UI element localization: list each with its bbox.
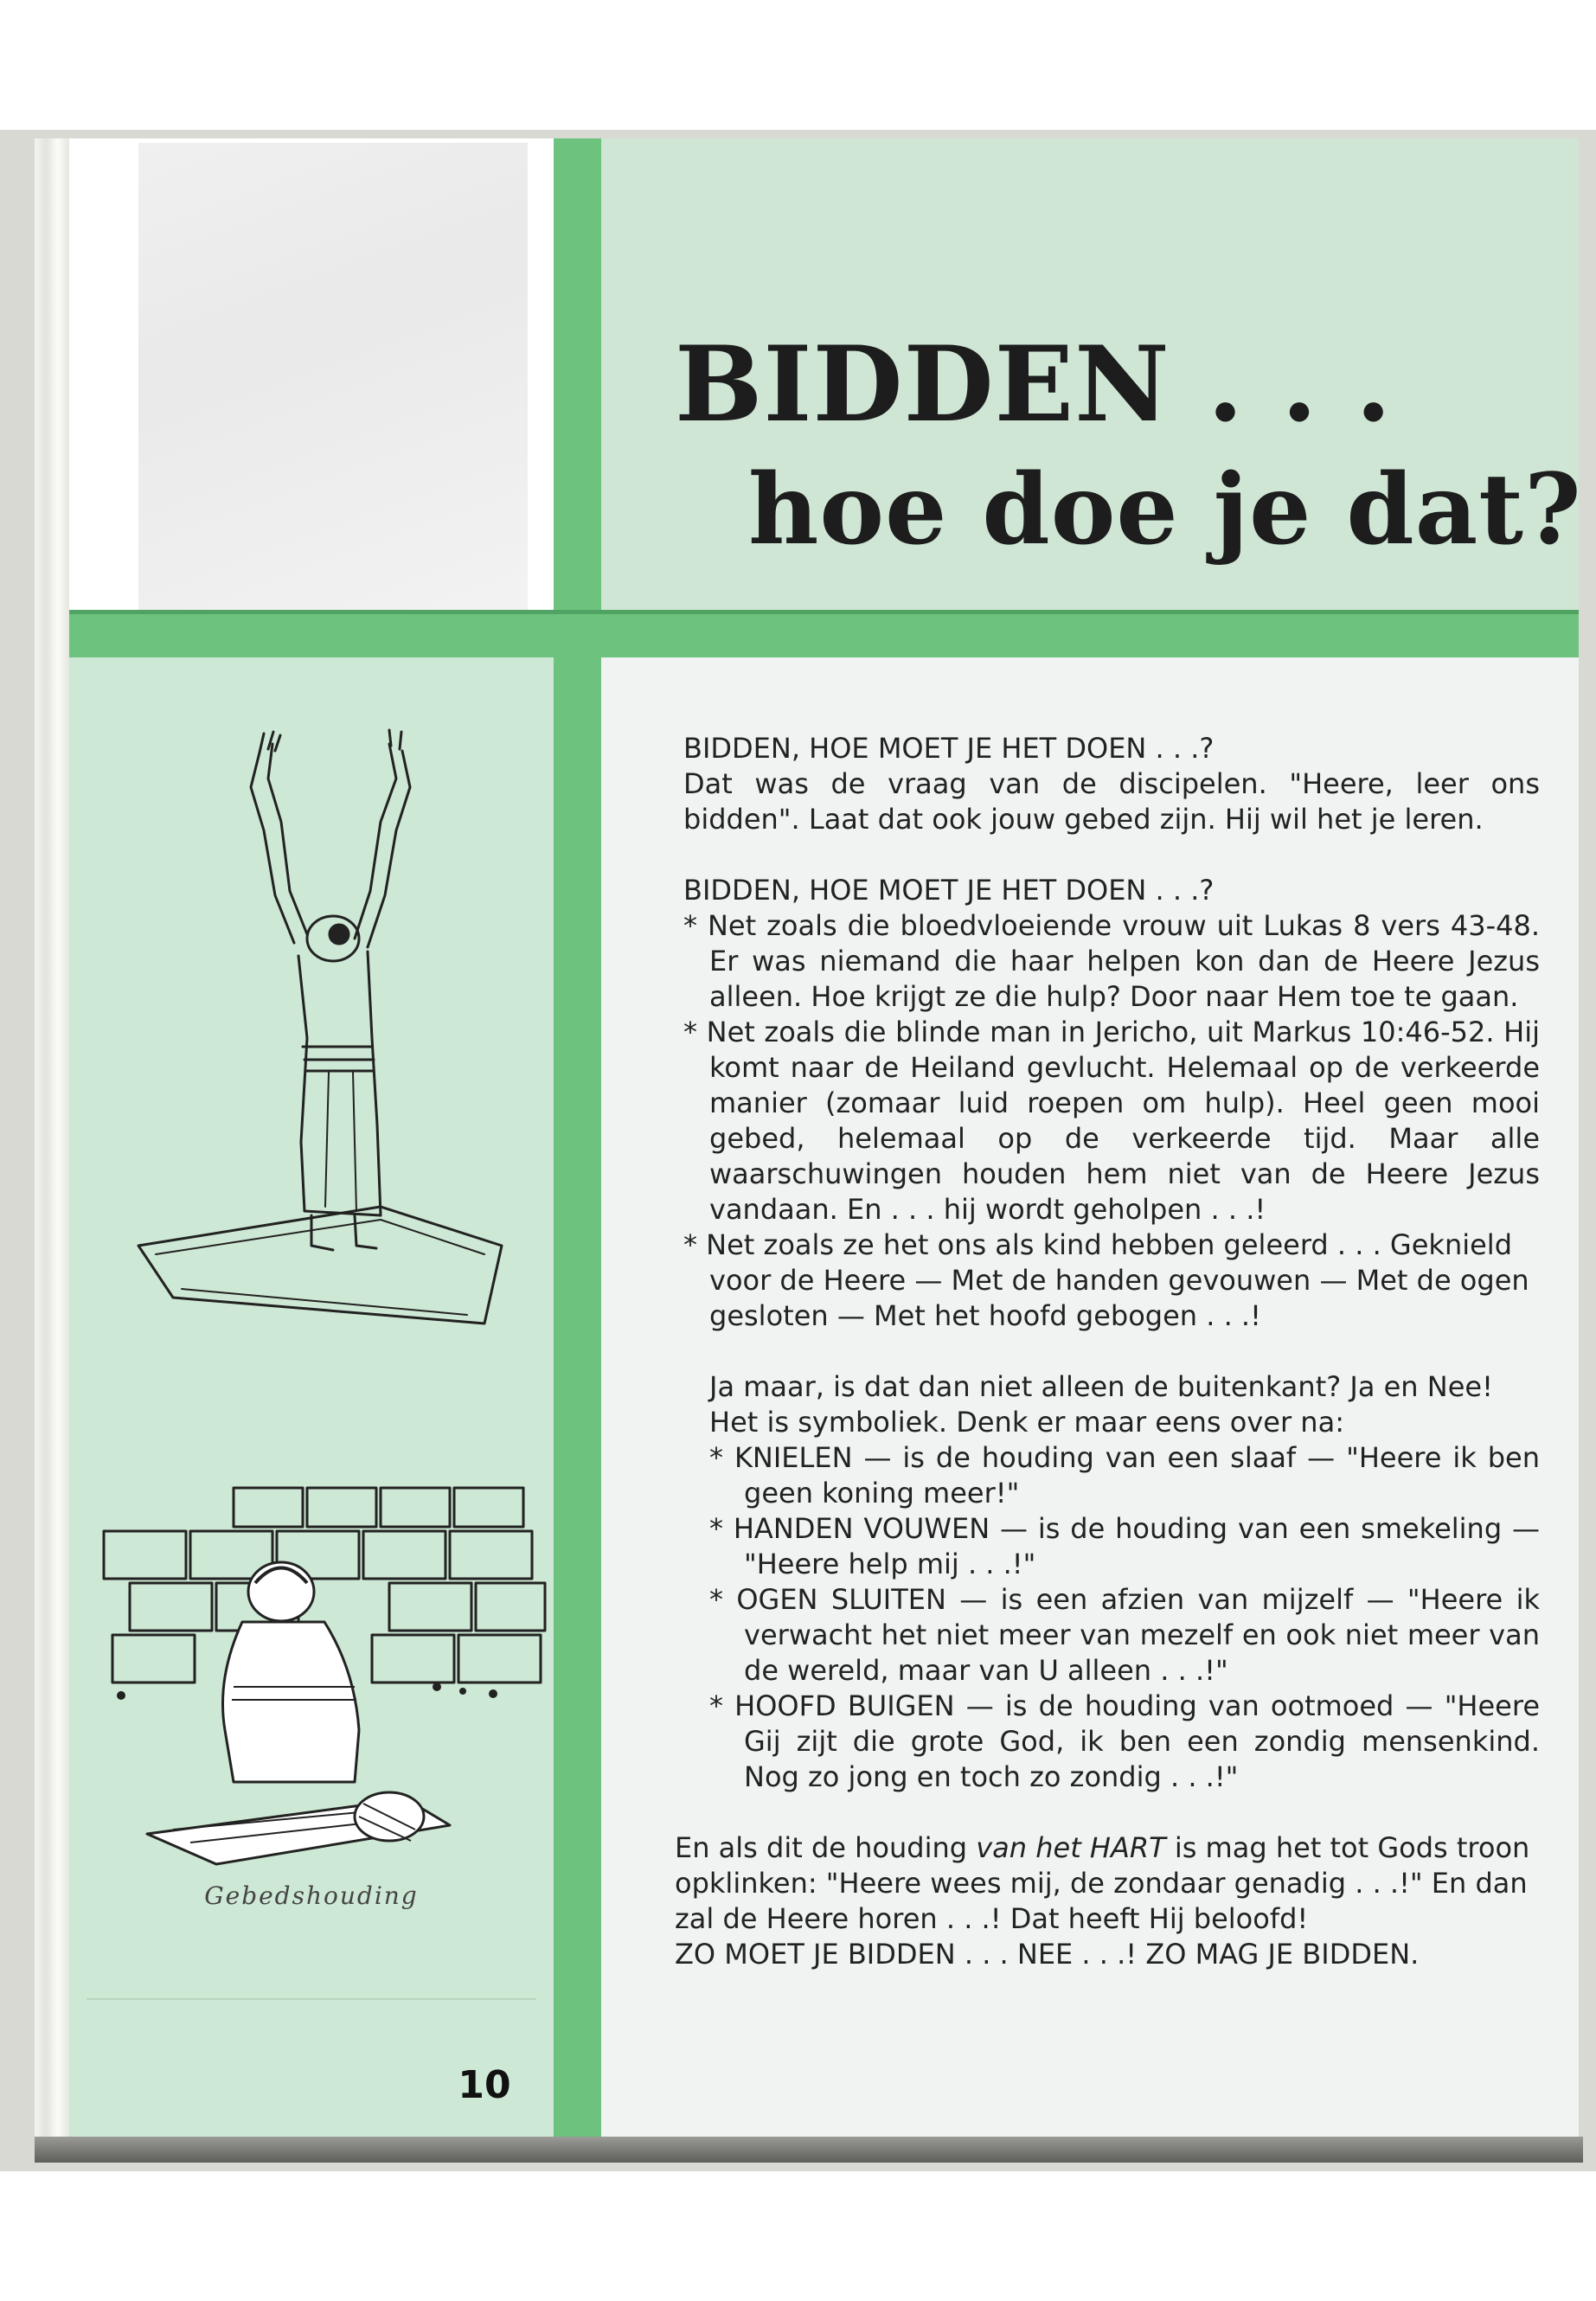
paragraph-conclusion: ZO MOET JE BIDDEN . . . NEE . . .! ZO MAG JE BIDDEN.: [675, 1938, 1420, 1971]
book-bottom-edge: [35, 2137, 1583, 2163]
paragraph-intro: Dat was de vraag van de discipelen. "Heere, leer ons bidden". Laat dat ook jouw gebed zijn. Hij wil het je leren.: [683, 767, 1540, 836]
bullet-knielen: * KNIELEN — is de houding van een slaaf — "Heere ik ben geen koning meer!": [709, 1441, 1540, 1509]
bullet-hoofd-buigen: * HOOFD BUIGEN — is de houding van ootmoed — "Heere Gij zijt die grote God, ik ben een zondig mensenkind. Nog zo jong en toch zo zondig . . .!": [709, 1689, 1540, 1793]
book-page-edges: [35, 138, 69, 2137]
title-line-2: hoe doe je dat?: [748, 453, 1582, 567]
hart-emphasis: van het HART: [976, 1831, 1166, 1864]
illustration-caption: Gebedshouding: [204, 1881, 419, 1910]
kneeling-prayer-illustration: [95, 1471, 562, 1868]
article-body: [675, 731, 1540, 1972]
paragraph-question-2: BIDDEN, HOE MOET JE HET DOEN . . .?: [683, 874, 1215, 907]
faded-photo: [138, 143, 528, 610]
bullet-handen-vouwen: * HANDEN VOUWEN — is de houding van een smekeling — "Heere help mij . . .!": [709, 1512, 1540, 1580]
paragraph-question: BIDDEN, HOE MOET JE HET DOEN . . .?: [683, 732, 1215, 765]
hart-text-1: En als dit de houding: [675, 1831, 977, 1864]
bullet-kind: * Net zoals ze het ons als kind hebben geleerd . . . Geknield voor de Heere — Met de handen gevouwen — Met de ogen gesloten — Met het hoofd gebogen . . .!: [683, 1228, 1529, 1332]
bullet-ogen-sluiten: * OGEN SLUITEN — is een afzien van mijzelf — "Heere ik verwacht het niet meer van mezelf en ook niet meer van de wereld, maar van U alleen . . .!": [709, 1583, 1540, 1687]
page-number: 10: [458, 2063, 511, 2107]
hart-text-2: is mag het tot Gods troon opklinken: "Heere wees mij, de zondaar genadig . . .!" En dan zal de Heere horen . . .! Dat heeft Hij beloofd!: [675, 1831, 1530, 1935]
caption-rule: [87, 1998, 536, 2000]
bullet-lukas: * Net zoals die bloedvloeiende vrouw uit Lukas 8 vers 43-48. Er was niemand die haar helpen kon dan de Heere Jezus alleen. Hoe krijgt ze die hulp? Door naar Hem toe te gaan.: [683, 909, 1540, 1013]
bullet-markus: * Net zoals die blinde man in Jericho, uit Markus 10:46-52. Hij komt naar de Heiland gevlucht. Helemaal op de verkeerde manier (zomaar luid roepen om hulp). Heel geen mooi gebed, helemaal op de verkeerde tijd. Maar alle waarschuwingen houden hem niet van de Heere Jezus vandaan. En . . . hij wordt geholpen . . .!: [683, 1016, 1540, 1226]
standing-prayer-illustration: [121, 727, 519, 1332]
title-line-1: BIDDEN . . .: [675, 324, 1393, 445]
green-horizontal-bar: [69, 614, 1579, 657]
paragraph-symboliek: Ja maar, is dat dan niet alleen de buitenkant? Ja en Nee! Het is symboliek. Denk er maar eens over na:: [709, 1370, 1493, 1439]
paragraph-hart: [675, 1830, 1540, 1937]
